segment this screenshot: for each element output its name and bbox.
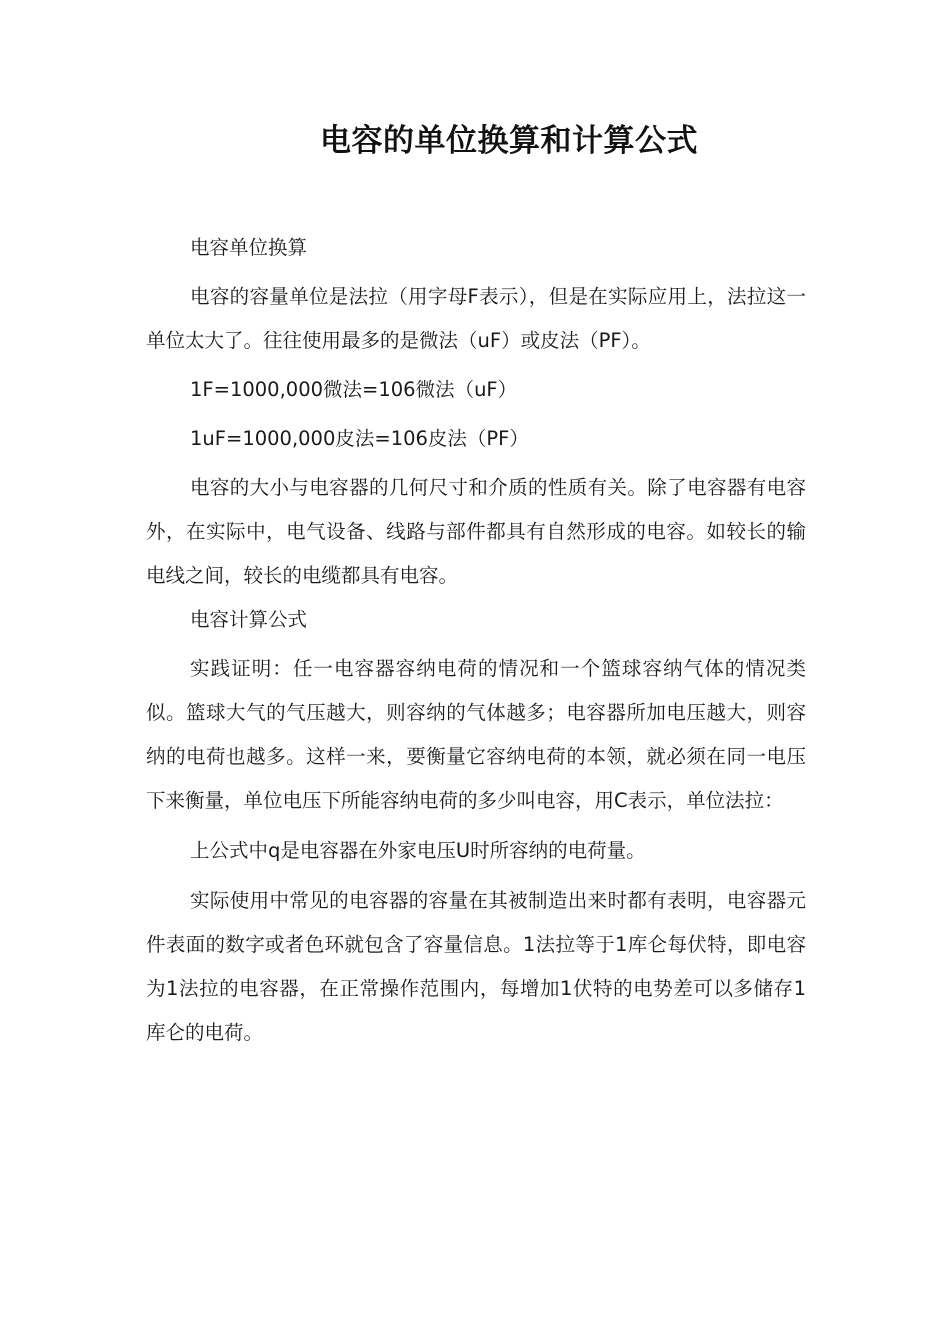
paragraph-formula-explanation: 实践证明：任一电容器容纳电荷的情况和一个篮球容纳气体的情况类似。篮球大气的气压越大，则容纳的气体越多；电容器所加电压越大，则容纳的电荷也越多。这样一来，要衡量它容纳电荷的本领，就必须在同一电压下来衡量，单位电压下所能容纳电荷的多少叫电容，用C表示，单位法拉： xyxy=(146,657,806,812)
paragraph-practical-usage: 实际使用中常见的电容器的容量在其被制造出来时都有表明，电容器元件表面的数字或者色环就包含了容量信息。1法拉等于1库仑每伏特，即电容为1法拉的电容器，在正常操作范围内，每增加1伏特的电势差可以多储存1库仑的电荷。 xyxy=(146,889,806,1044)
section-heading-formula: 电容计算公式 xyxy=(190,608,308,631)
paragraph-microfarad-conversion: 1uF=1000,000皮法=106皮法（PF） xyxy=(190,427,529,450)
paragraph-unit-intro: 电容的容量单位是法拉（用字母F表示），但是在实际应用上，法拉这一单位太大了。往往使用最多的是微法（uF）或皮法（PF）。 xyxy=(146,285,806,352)
document-body xyxy=(146,226,806,1055)
section-heading-unit-conversion: 电容单位换算 xyxy=(190,236,308,259)
paragraph-farad-conversion: 1F=1000,000微法=106微法（uF） xyxy=(190,378,518,401)
page-title: 电容的单位换算和计算公式 xyxy=(320,123,698,159)
paragraph-capacitance-factors: 电容的大小与电容器的几何尺寸和介质的性质有关。除了电容器有电容外，在实际中，电气设备、线路与部件都具有自然形成的电容。如较长的输电线之间，较长的电缆都具有电容。 xyxy=(146,476,806,587)
paragraph-formula-note: 上公式中q是电容器在外家电压U时所容纳的电荷量。 xyxy=(190,839,646,862)
